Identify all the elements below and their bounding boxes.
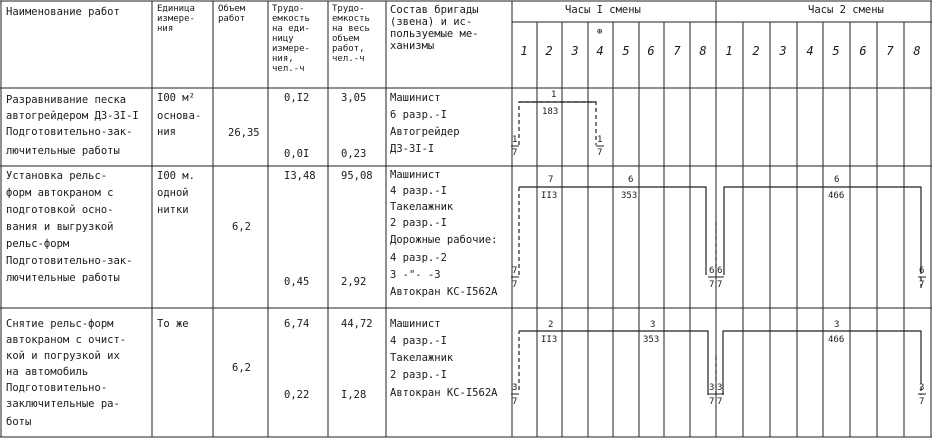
row-labor-unit: 0,I2 (284, 92, 310, 104)
header-shift2: Часы 2 смены (808, 4, 884, 16)
hour-s1-7: 7 (673, 44, 681, 58)
header-marker: ⊕ (597, 27, 603, 37)
gantt-fraction: 7 (709, 397, 715, 407)
row-volume: 6,2 (232, 221, 251, 233)
gantt-fraction: 7 (919, 397, 925, 407)
gantt-fraction: 7 (717, 280, 723, 290)
header-shift1: Часы I смены (565, 4, 641, 16)
hour-s2-3: 3 (779, 44, 787, 58)
hour-s1-4: 4 (596, 44, 604, 58)
gantt-label: 6 (628, 175, 634, 185)
gantt-fraction: 6 (717, 266, 723, 276)
gantt-fraction: 7 (717, 397, 723, 407)
row-labor-total-prep: I,28 (341, 389, 367, 401)
gantt-label: 6 (834, 175, 840, 185)
gantt-label: 353 (643, 335, 660, 345)
gantt-fraction: 3 (717, 383, 723, 393)
hour-s2-4: 4 (806, 44, 814, 58)
hour-s1-1: 1 (520, 44, 528, 58)
header-work: Наименование работ (6, 6, 120, 18)
gantt-label: II3 (541, 335, 558, 345)
hour-s2-1: 1 (725, 44, 733, 58)
hour-s1-6: 6 (647, 44, 655, 58)
gantt-fraction: 3 (512, 383, 518, 393)
hour-s2-7: 7 (886, 44, 894, 58)
gantt-fraction: 6 (919, 266, 925, 276)
gantt-label: 183 (542, 107, 559, 117)
row-labor-unit: I3,48 (284, 170, 316, 182)
hour-s1-8: 8 (699, 44, 707, 58)
row-volume: 6,2 (232, 362, 251, 374)
gantt-fraction: 7 (512, 266, 518, 276)
gantt-fraction: 3 (919, 383, 925, 393)
gantt-label: 7 (548, 175, 554, 185)
row-labor-unit-prep: 0,45 (284, 276, 310, 288)
row-labor-total-prep: 2,92 (341, 276, 367, 288)
hour-s1-2: 2 (545, 44, 553, 58)
hour-s1-5: 5 (622, 44, 630, 58)
row-labor-total: 44,72 (341, 318, 373, 330)
gantt-fraction: 7 (919, 280, 925, 290)
gantt-label: 466 (828, 335, 845, 345)
row-labor-unit-prep: 0,0I (284, 148, 310, 160)
gantt-label: 3 (650, 320, 656, 330)
row-labor-total: 95,08 (341, 170, 373, 182)
row-labor-total-prep: 0,23 (341, 148, 367, 160)
gantt-fraction: 7 (709, 280, 715, 290)
row-volume: 26,35 (228, 127, 260, 139)
gantt-label: 1 (551, 90, 557, 100)
gantt-label: 3 (834, 320, 840, 330)
row-labor-unit-prep: 0,22 (284, 389, 310, 401)
gantt-fraction: 1 (512, 135, 518, 145)
gantt-fraction: 7 (512, 148, 518, 158)
gantt-fraction: 3 (709, 383, 715, 393)
hour-s1-3: 3 (571, 44, 579, 58)
gantt-fraction: 1 (597, 135, 603, 145)
gantt-label: 2 (548, 320, 554, 330)
row-labor-total: 3,05 (341, 92, 367, 104)
hour-s2-6: 6 (859, 44, 867, 58)
row-labor-unit: 6,74 (284, 318, 310, 330)
gantt-fraction: 7 (512, 280, 518, 290)
gantt-fraction: 7 (512, 397, 518, 407)
gantt-label: 353 (621, 191, 638, 201)
hour-s2-2: 2 (752, 44, 760, 58)
hour-s2-5: 5 (832, 44, 840, 58)
gantt-fraction: 6 (709, 266, 715, 276)
gantt-fraction: 7 (597, 148, 603, 158)
gantt-label: 466 (828, 191, 845, 201)
hour-s2-8: 8 (913, 44, 921, 58)
gantt-label: II3 (541, 191, 558, 201)
row-unit: То же (157, 318, 189, 330)
